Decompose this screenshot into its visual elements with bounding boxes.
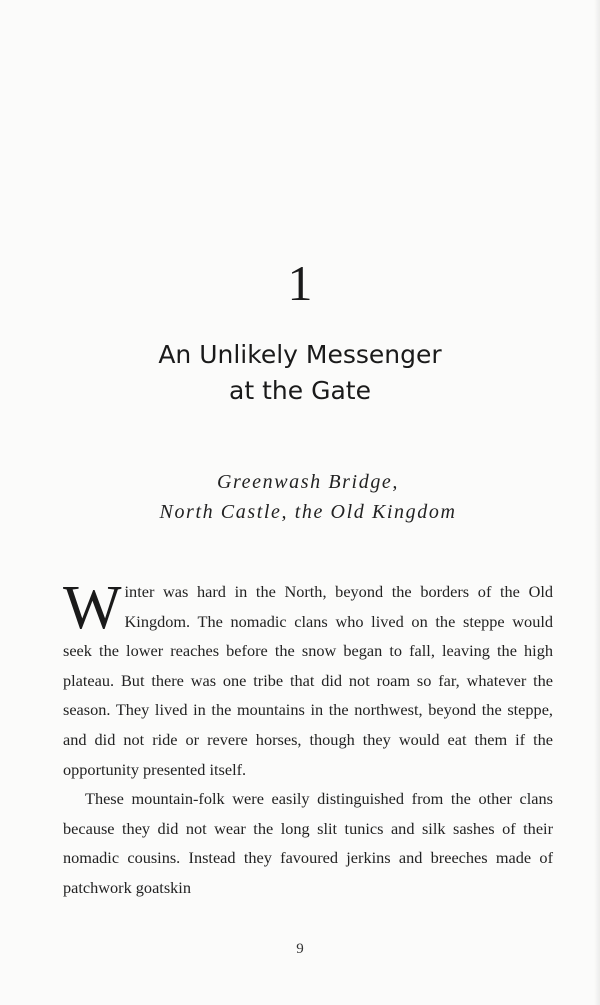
page-edge-shadow	[594, 0, 600, 1005]
chapter-title-line-2: at the Gate	[229, 376, 371, 405]
paragraph-2: These mountain-folk were easily distinguished from the other clans because they did not wear the long slit tunics and silk sashes of their nomadic cousins. Instead they favoured jerkins and breeches made of patchwork goatskin	[63, 789, 553, 897]
chapter-title-line-1: An Unlikely Messenger	[158, 340, 442, 369]
location-line-2: North Castle, the Old Kingdom	[159, 501, 457, 523]
chapter-number: 1	[287, 255, 313, 311]
location-line-1: Greenwash Bridge,	[217, 471, 399, 493]
chapter-title	[0, 337, 600, 409]
paragraph-1	[63, 574, 553, 784]
page-number: 9	[296, 941, 304, 957]
drop-cap: W	[63, 574, 122, 642]
body-text	[63, 574, 553, 903]
paragraph-1-text: inter was hard in the North, beyond the borders of the Old Kingdom. The nomadic clans who lived on the steppe would seek the lower reaches before the snow began to fall, leaving the high plateau. But there was one tribe that did not roam so far, whatever the season. They lived in the mountains in the northwest, beyond the steppe, and did not ride or revere horses, though they would eat them if the opportunity presented itself.	[63, 582, 553, 779]
location-heading	[0, 467, 600, 527]
